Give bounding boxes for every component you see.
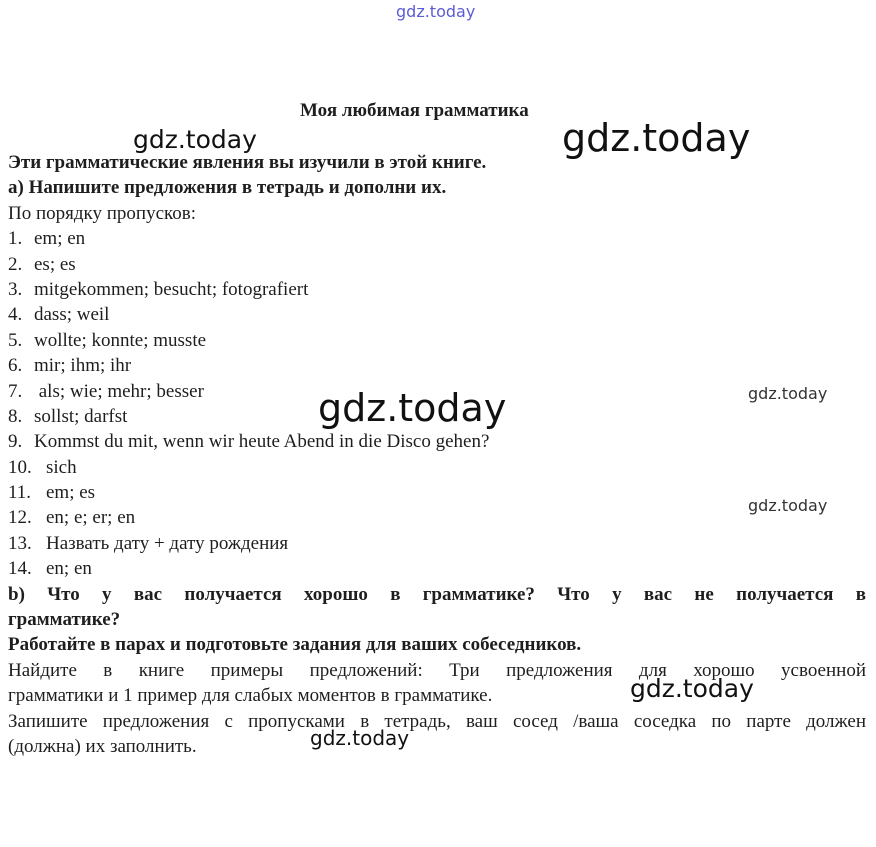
answer-number: 1. bbox=[8, 228, 23, 250]
answer-text: sollst; darfst bbox=[34, 405, 128, 427]
answer-number: 10. bbox=[8, 456, 32, 478]
answer-text: em; es bbox=[46, 482, 96, 504]
answer-number: 4. bbox=[8, 304, 23, 326]
answer-number: 13. bbox=[8, 532, 32, 554]
answer-text: en; en bbox=[46, 558, 92, 580]
pairs-heading: Работайте в парах и подготовьте задания для ваших собеседников. bbox=[8, 634, 582, 656]
watermark: gdz.today bbox=[396, 2, 476, 21]
watermark: gdz.today bbox=[318, 386, 507, 430]
answer-number: 7. bbox=[8, 380, 23, 402]
task-a-heading: a) Напишите предложения в тетрадь и дополни их. bbox=[8, 177, 447, 199]
answer-text: en; e; er; en bbox=[46, 507, 136, 529]
answer-text: sich bbox=[46, 456, 77, 478]
answer-text: Назвать дату + дату рождения bbox=[46, 532, 289, 554]
answer-text: als; wie; mehr; besser bbox=[34, 380, 204, 402]
watermark: gdz.today bbox=[133, 125, 257, 154]
answer-number: 8. bbox=[8, 405, 23, 427]
answer-number: 9. bbox=[8, 431, 23, 453]
answer-text: mitgekommen; besucht; fotografiert bbox=[34, 278, 309, 300]
answer-item bbox=[8, 531, 866, 556]
paragraph-line: Найдите в книге примеры предложений: Три предложения для хорошо усвоенной bbox=[8, 659, 866, 681]
answer-item bbox=[8, 505, 866, 530]
answer-item bbox=[8, 379, 866, 404]
task-b-heading-cont: грамматике? bbox=[8, 609, 121, 631]
paragraph-line: (должна) их заполнить. bbox=[8, 735, 197, 757]
answer-number: 3. bbox=[8, 278, 23, 300]
answer-number: 12. bbox=[8, 507, 32, 529]
page-title: Моя любимая грамматика bbox=[300, 100, 529, 121]
answer-item bbox=[8, 556, 866, 581]
answer-item bbox=[8, 480, 866, 505]
answer-item bbox=[8, 226, 866, 251]
answer-text: dass; weil bbox=[34, 304, 110, 326]
answer-text: Kommst du mit, wenn wir heute Abend in die Disco gehen? bbox=[34, 431, 490, 453]
paragraph-line: Запишите предложения с пропусками в тетрадь, ваш сосед /ваша соседка по парте должен bbox=[8, 710, 866, 732]
answer-item bbox=[8, 277, 866, 302]
answer-text: es; es bbox=[34, 253, 76, 275]
answer-item bbox=[8, 353, 866, 378]
paragraph-line: грамматики и 1 пример для слабых моментов в грамматике. bbox=[8, 685, 493, 707]
answer-item bbox=[8, 328, 866, 353]
answer-item bbox=[8, 429, 866, 454]
answer-text: em; en bbox=[34, 228, 86, 250]
watermark: gdz.today bbox=[310, 726, 410, 750]
answer-item bbox=[8, 252, 866, 277]
watermark: gdz.today bbox=[630, 674, 754, 703]
task-b-heading: b) Что у вас получается хорошо в грамматике? Что у вас не получается в bbox=[8, 583, 866, 605]
answer-number: 5. bbox=[8, 329, 23, 351]
answer-number: 14. bbox=[8, 558, 32, 580]
answer-item bbox=[8, 455, 866, 480]
answer-item bbox=[8, 404, 866, 429]
watermark: gdz.today bbox=[748, 384, 828, 403]
watermark: gdz.today bbox=[748, 496, 828, 515]
watermark: gdz.today bbox=[562, 116, 751, 160]
intro-text: Эти грамматические явления вы изучили в этой книге. bbox=[8, 152, 487, 173]
order-label: По порядку пропусков: bbox=[8, 202, 197, 224]
answer-number: 6. bbox=[8, 355, 23, 377]
answer-number: 11. bbox=[8, 482, 32, 504]
answer-text: wollte; konnte; musste bbox=[34, 329, 207, 351]
answer-text: mir; ihm; ihr bbox=[34, 355, 132, 377]
answer-number: 2. bbox=[8, 253, 23, 275]
document-body bbox=[8, 150, 866, 759]
answer-item bbox=[8, 302, 866, 327]
